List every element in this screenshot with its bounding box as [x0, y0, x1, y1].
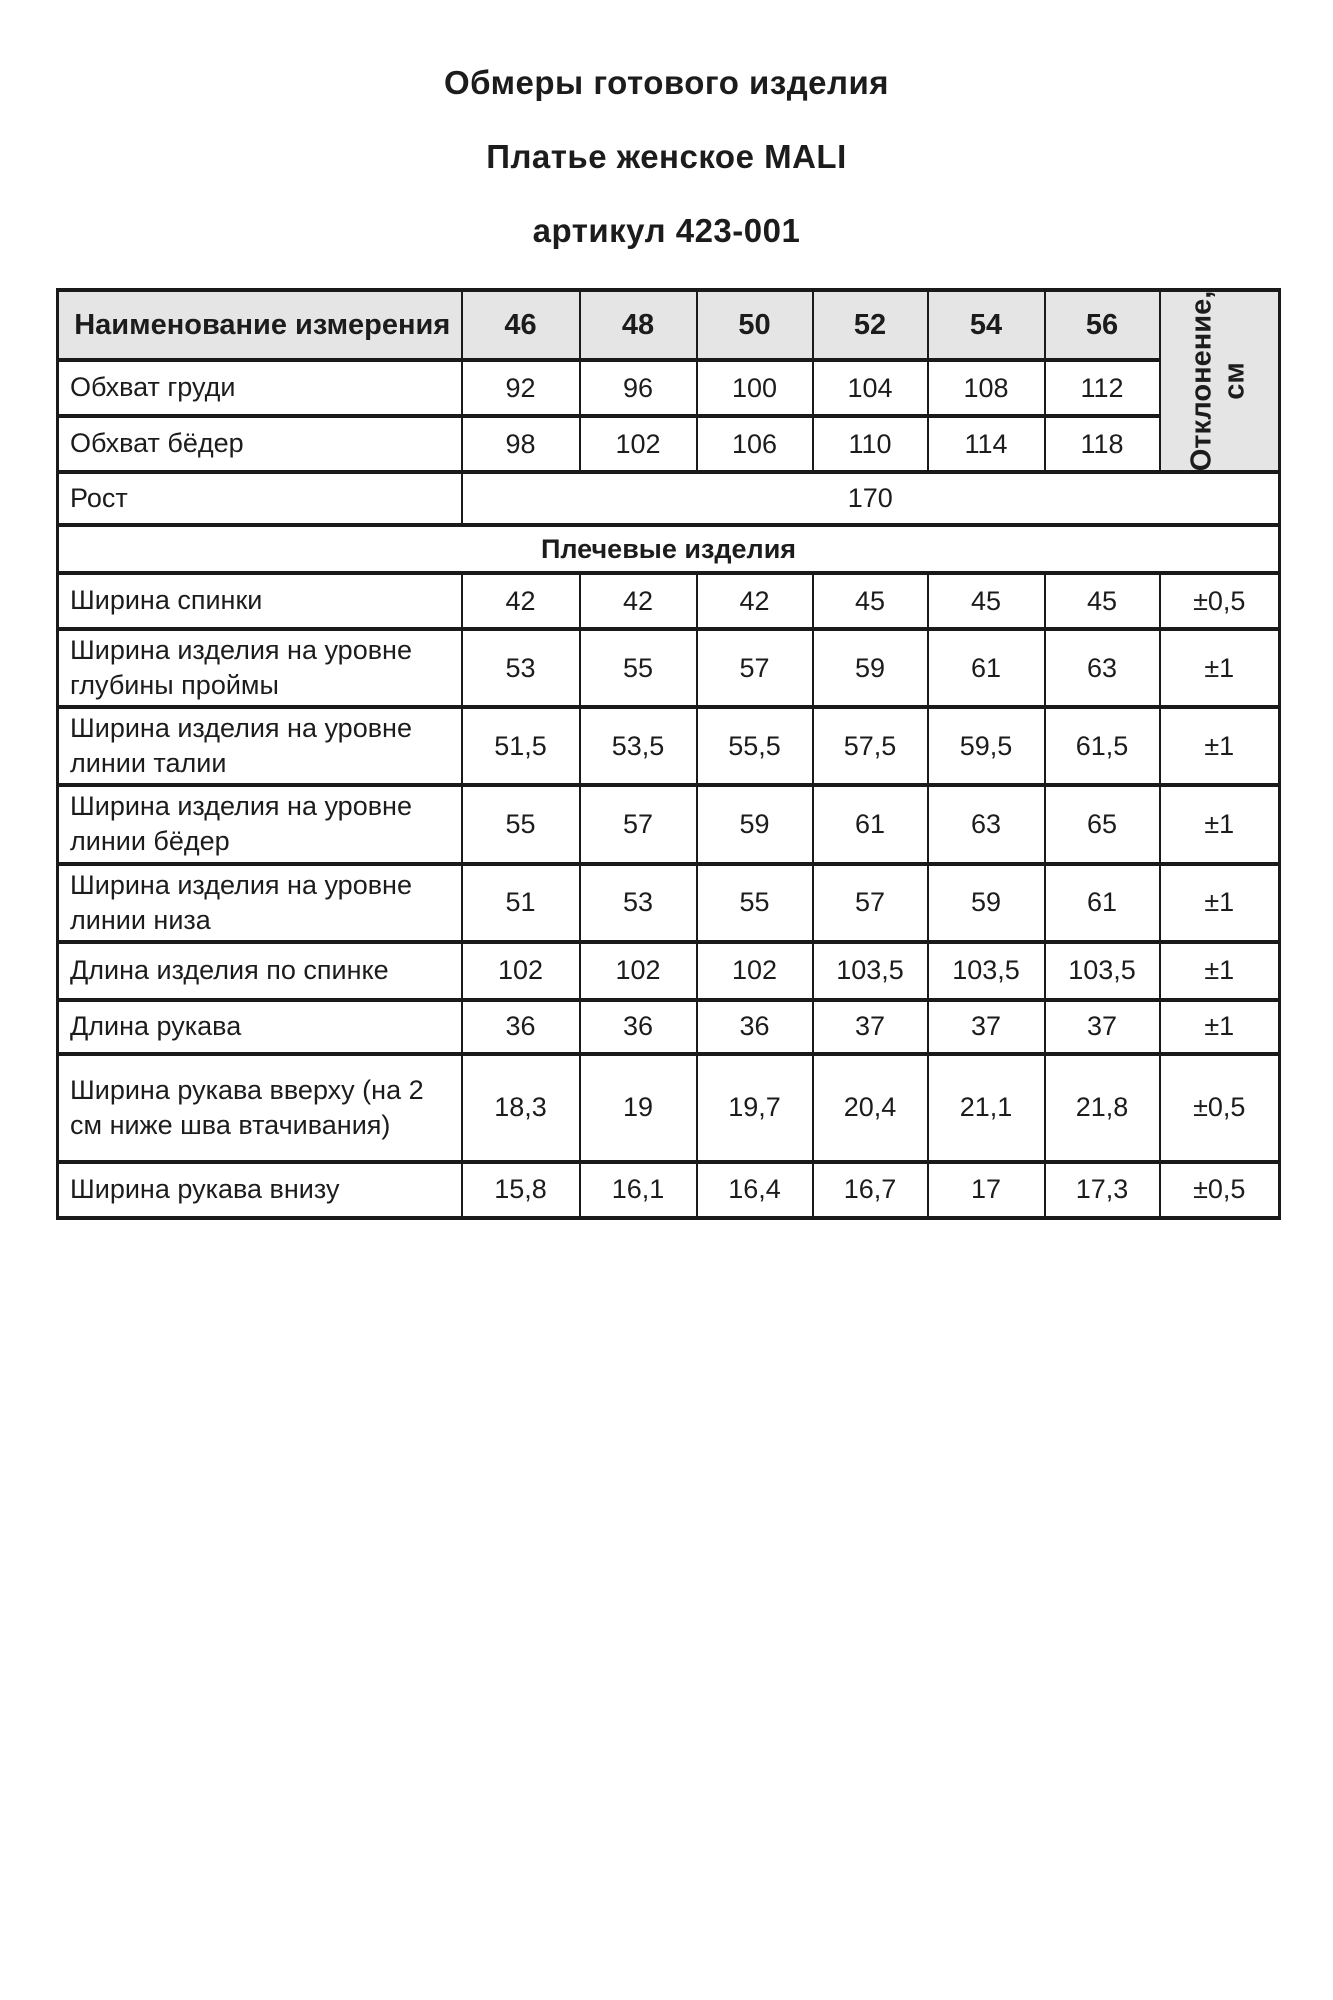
table-row [58, 1162, 1280, 1218]
value-cell: 16,4 [697, 1162, 813, 1218]
measurement-label: Длина изделия по спинке [58, 942, 462, 1000]
measurement-label: Обхват бёдер [58, 416, 462, 472]
measurement-label: Рост [58, 472, 462, 525]
value-cell: 55,5 [697, 707, 813, 785]
table-row [58, 942, 1280, 1000]
value-cell: 63 [928, 785, 1045, 863]
value-cell: 102 [580, 942, 697, 1000]
value-cell: 18,3 [462, 1054, 580, 1162]
measurement-label: Обхват груди [58, 360, 462, 416]
value-cell: 17,3 [1045, 1162, 1160, 1218]
value-cell: 57,5 [813, 707, 928, 785]
value-cell: 106 [697, 416, 813, 472]
value-cell: 57 [697, 629, 813, 707]
section-title: Плечевые изделия [58, 525, 1280, 573]
value-cell: 110 [813, 416, 928, 472]
value-cell: 103,5 [1045, 942, 1160, 1000]
measurement-label: Ширина изделия на уровне линии бёдер [58, 785, 462, 863]
value-cell: 118 [1045, 416, 1160, 472]
value-cell: 102 [697, 942, 813, 1000]
value-cell: 63 [1045, 629, 1160, 707]
table-row [58, 864, 1280, 942]
value-cell: 92 [462, 360, 580, 416]
value-cell: 59 [697, 785, 813, 863]
page-title: Обмеры готового изделия [443, 64, 890, 101]
size-column-header: 46 [462, 290, 580, 360]
value-cell: 45 [1045, 573, 1160, 629]
measurement-label: Длина рукава [58, 1000, 462, 1054]
value-cell: 53 [580, 864, 697, 942]
deviation-cell: ±1 [1160, 1000, 1280, 1054]
value-cell: 57 [813, 864, 928, 942]
height-value-cell: 170 [462, 472, 1280, 525]
value-cell: 61 [1045, 864, 1160, 942]
value-cell: 96 [580, 360, 697, 416]
table-row [58, 629, 1280, 707]
article-number: артикул 423-001 [532, 212, 801, 249]
size-column-header: 50 [697, 290, 813, 360]
value-cell: 45 [813, 573, 928, 629]
value-cell: 15,8 [462, 1162, 580, 1218]
value-cell: 61 [813, 785, 928, 863]
deviation-cell: ±1 [1160, 785, 1280, 863]
value-cell: 36 [462, 1000, 580, 1054]
document-titles [0, 0, 1333, 247]
value-cell: 104 [813, 360, 928, 416]
value-cell: 36 [580, 1000, 697, 1054]
value-cell: 42 [462, 573, 580, 629]
measurement-label: Ширина изделия на уровне линии талии [58, 707, 462, 785]
measurements-table [56, 288, 1281, 1220]
value-cell: 53 [462, 629, 580, 707]
measurement-label: Ширина спинки [58, 573, 462, 629]
value-cell: 21,8 [1045, 1054, 1160, 1162]
value-cell: 51 [462, 864, 580, 942]
value-cell: 103,5 [813, 942, 928, 1000]
measurement-label: Ширина рукава вверху (на 2 см ниже шва втачивания) [58, 1054, 462, 1162]
deviation-cell: ±0,5 [1160, 1054, 1280, 1162]
value-cell: 17 [928, 1162, 1045, 1218]
table-row-hip-girth [58, 416, 1280, 472]
value-cell: 36 [697, 1000, 813, 1054]
deviation-header-text: Отклонение, см [1185, 290, 1252, 472]
table-row-height [58, 472, 1280, 525]
deviation-cell: ±1 [1160, 864, 1280, 942]
value-cell: 59 [813, 629, 928, 707]
value-cell: 57 [580, 785, 697, 863]
deviation-column-header [1160, 290, 1280, 472]
table-row [58, 707, 1280, 785]
value-cell: 114 [928, 416, 1045, 472]
value-cell: 102 [580, 416, 697, 472]
value-cell: 19,7 [697, 1054, 813, 1162]
value-cell: 59,5 [928, 707, 1045, 785]
name-column-header: Наименование измерения [58, 290, 462, 360]
table-row [58, 573, 1280, 629]
value-cell: 53,5 [580, 707, 697, 785]
value-cell: 37 [928, 1000, 1045, 1054]
size-column-header: 52 [813, 290, 928, 360]
measurement-label: Ширина изделия на уровне глубины проймы [58, 629, 462, 707]
table-section-row [58, 525, 1280, 573]
table-header-row [58, 290, 1280, 360]
value-cell: 16,1 [580, 1162, 697, 1218]
deviation-cell: ±0,5 [1160, 1162, 1280, 1218]
value-cell: 61 [928, 629, 1045, 707]
deviation-cell: ±1 [1160, 707, 1280, 785]
size-column-header: 56 [1045, 290, 1160, 360]
measurement-label: Ширина рукава внизу [58, 1162, 462, 1218]
value-cell: 19 [580, 1054, 697, 1162]
value-cell: 102 [462, 942, 580, 1000]
size-column-header: 54 [928, 290, 1045, 360]
measurement-label: Ширина изделия на уровне линии низа [58, 864, 462, 942]
value-cell: 21,1 [928, 1054, 1045, 1162]
value-cell: 20,4 [813, 1054, 928, 1162]
value-cell: 65 [1045, 785, 1160, 863]
table-row [58, 1000, 1280, 1054]
value-cell: 61,5 [1045, 707, 1160, 785]
value-cell: 55 [462, 785, 580, 863]
value-cell: 16,7 [813, 1162, 928, 1218]
product-title: Платье женское MALI [486, 138, 847, 175]
value-cell: 100 [697, 360, 813, 416]
value-cell: 51,5 [462, 707, 580, 785]
table-row-chest-girth [58, 360, 1280, 416]
table-row [58, 1054, 1280, 1162]
deviation-cell: ±0,5 [1160, 573, 1280, 629]
value-cell: 112 [1045, 360, 1160, 416]
value-cell: 59 [928, 864, 1045, 942]
value-cell: 42 [697, 573, 813, 629]
table-row [58, 785, 1280, 863]
value-cell: 37 [1045, 1000, 1160, 1054]
deviation-cell: ±1 [1160, 629, 1280, 707]
size-column-header: 48 [580, 290, 697, 360]
value-cell: 98 [462, 416, 580, 472]
value-cell: 55 [697, 864, 813, 942]
value-cell: 108 [928, 360, 1045, 416]
value-cell: 37 [813, 1000, 928, 1054]
value-cell: 55 [580, 629, 697, 707]
value-cell: 42 [580, 573, 697, 629]
value-cell: 45 [928, 573, 1045, 629]
value-cell: 103,5 [928, 942, 1045, 1000]
deviation-cell: ±1 [1160, 942, 1280, 1000]
